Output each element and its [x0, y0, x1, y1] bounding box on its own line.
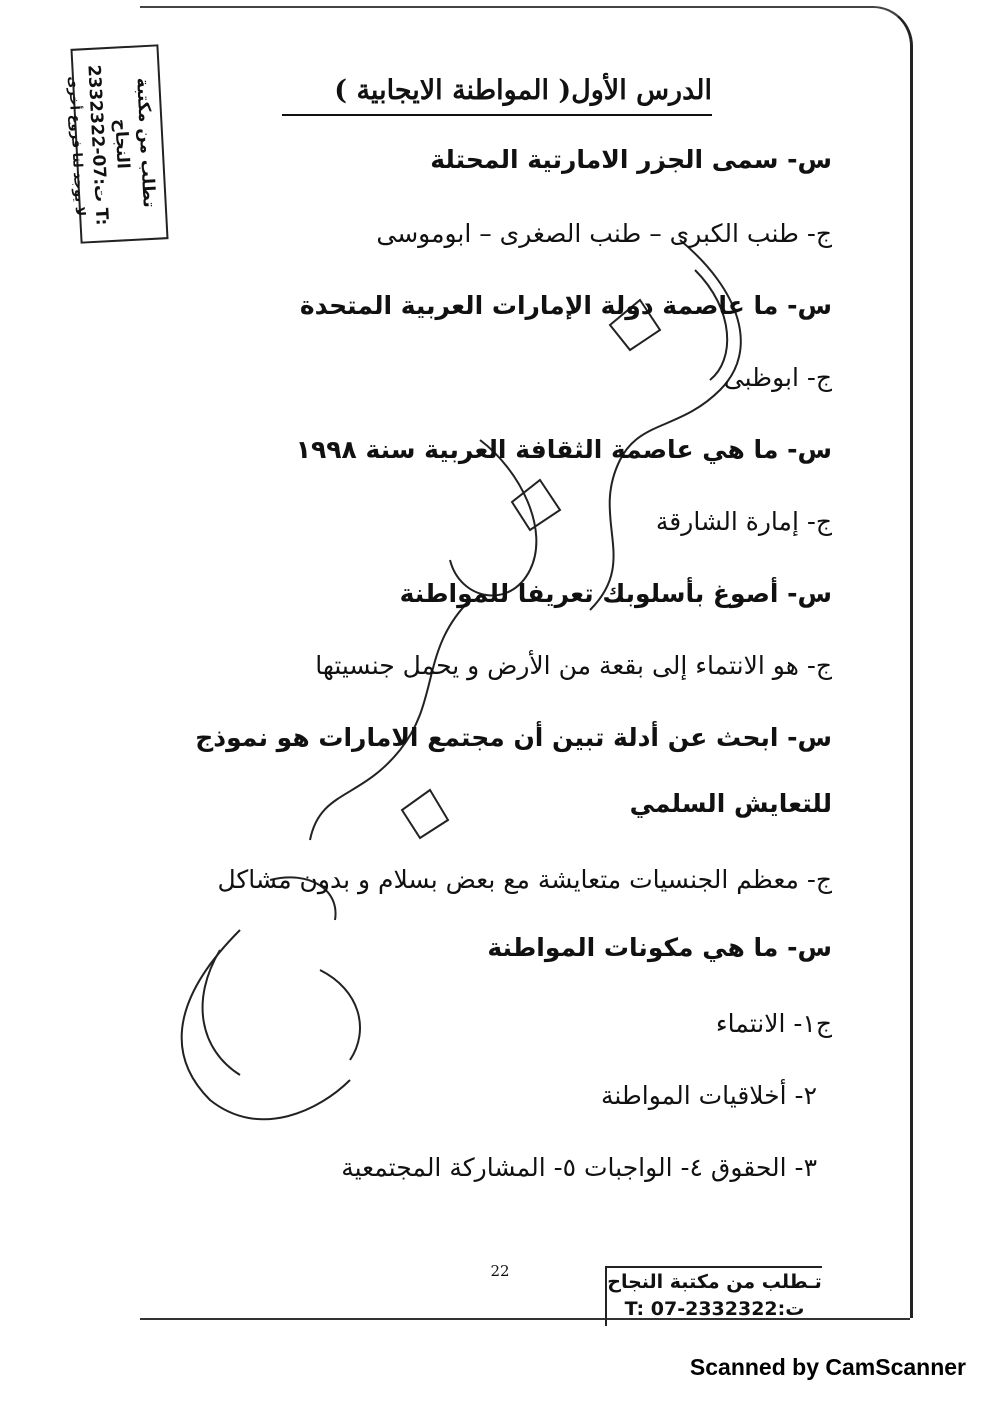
answer-6-item-2: ٢- أخلاقيات المواطنة — [600, 1081, 817, 1110]
answer-5: ج- معظم الجنسيات متعايشة مع بعض بسلام و بدون مشاكل — [217, 865, 832, 894]
question-5-continued: للتعايش السلمي — [629, 789, 832, 818]
question-2: س- ما عاصمة دولة الإمارات العربية المتحدة — [299, 291, 832, 320]
library-stamp-vertical — [64, 44, 168, 243]
answer-2: ج- ابوظبى — [723, 363, 832, 392]
answer-6-item-3: ٣- الحقوق ٤- الواجبات ٥- المشاركة المجتمعية — [341, 1153, 817, 1182]
answer-1: ج- طنب الكبرى – طنب الصغرى – ابوموسى — [376, 219, 832, 248]
stamp-line-1: تطلب من مكتبة النجاح — [110, 77, 159, 209]
answer-3: ج- إمارة الشارقة — [655, 507, 832, 536]
question-3: س- ما هي عاصمة الثقافة العربية سنة ١٩٩٨ — [295, 435, 832, 464]
stamp-line-2: ت:07-2332322 T: — [83, 64, 112, 226]
lesson-title: الدرس الأول( المواطنة الايجابية ) — [282, 70, 712, 116]
stamp-line-3: لا يوجد لنا فروع أخرى — [64, 75, 88, 217]
library-stamp-bottom — [605, 1266, 822, 1326]
question-5: س- ابحث عن أدلة تبين أن مجتمع الامارات هو نموذج — [195, 723, 832, 752]
question-1: س- سمى الجزر الامارتية المحتلة — [430, 145, 832, 174]
answer-6-item-1: ج١- الانتماء — [715, 1009, 832, 1038]
scanner-footer: Scanned by CamScanner — [689, 1354, 966, 1380]
stamp-bottom-line-2: T: 07-2332322:ت — [624, 1298, 805, 1320]
question-4: س- أصوغ بأسلوبك تعريفا للمواطنة — [399, 579, 832, 608]
question-6: س- ما هي مكونات المواطنة — [487, 933, 832, 962]
answer-4: ج- هو الانتماء إلى بقعة من الأرض و يحمل جنسيتها — [315, 651, 832, 680]
stamp-bottom-line-1: تـطلب من مكتبة النجاح — [607, 1271, 822, 1293]
page-number: 22 — [490, 1262, 510, 1280]
